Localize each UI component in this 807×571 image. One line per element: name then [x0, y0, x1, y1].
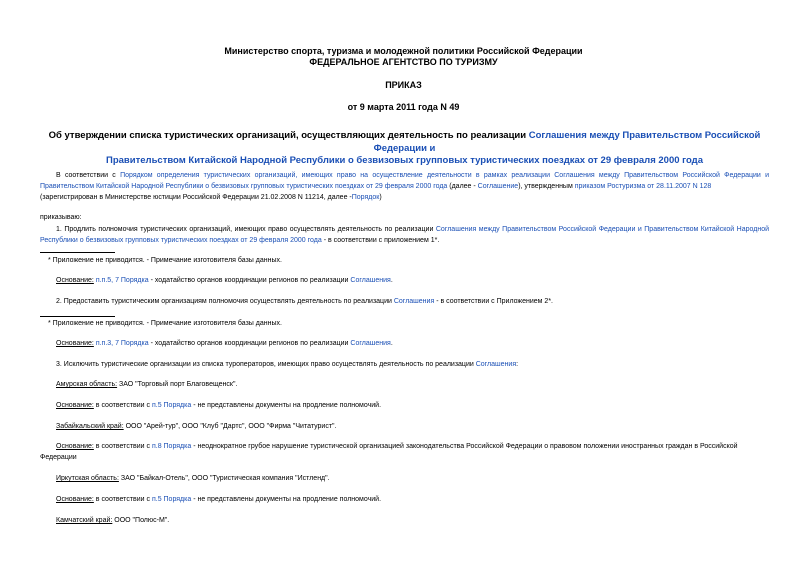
- region-label: Камчатский край:: [56, 517, 113, 524]
- link-poryadok[interactable]: Порядок: [351, 194, 380, 201]
- basis-label: Основание:: [56, 402, 94, 409]
- link-p5[interactable]: п.5 Порядка: [151, 496, 192, 503]
- link-pp-5-7[interactable]: п.п.5, 7 Порядка: [95, 277, 149, 284]
- region-zabaikalsky: [40, 421, 769, 432]
- document-title: [40, 130, 769, 168]
- doc-type: ПРИКАЗ: [385, 80, 422, 90]
- title-link-agreement[interactable]: Соглашения между Правительством Российской Федерации и: [373, 130, 761, 154]
- item-2-text: - в соответствии с Приложением 2*.: [434, 298, 553, 305]
- basis-label: Основание:: [56, 496, 94, 503]
- region-label: Иркутская область:: [56, 475, 119, 482]
- basis-2: [40, 338, 769, 349]
- agency-name: ФЕДЕРАЛЬНОЕ АГЕНТСТВО ПО ТУРИЗМУ: [309, 57, 498, 67]
- basis-label: Основание:: [56, 340, 94, 347]
- footnote-2: * Приложение не приводится. - Примечание изготовителя базы данных.: [48, 320, 282, 327]
- link-agreement[interactable]: Соглашения между Правительством Российской Федерации и Правительством Китайской: [435, 226, 735, 233]
- title-link-agreement-cont[interactable]: Правительством Китайской Народной Республики о безвизовых групповых туристических поездках от 29 февраля 2000 года: [106, 155, 703, 166]
- basis-text: .: [390, 277, 393, 284]
- intro-paragraph: [40, 170, 769, 203]
- region-label: Забайкальский край:: [56, 423, 124, 430]
- basis-label: Основание:: [56, 443, 94, 450]
- link-p8[interactable]: п.8 Порядка: [151, 443, 192, 450]
- link-agreement[interactable]: Соглашения: [350, 340, 391, 347]
- item-3: [40, 359, 769, 370]
- region-label: Амурская область:: [56, 381, 118, 388]
- basis-text: в соответствии с: [93, 443, 152, 450]
- basis-label: Основание:: [56, 277, 94, 284]
- item-1-text: 1. Продлить полномочия туристических организаций, имеющих право осуществлять деятельность по реализации: [56, 226, 436, 233]
- intro-text: (зарегистрирован в Министерстве юстиции Российской Федерации 21.02.2008 N 11214, далее -: [40, 194, 352, 201]
- footnote-divider: [40, 316, 115, 317]
- order-word: приказываю:: [40, 214, 82, 221]
- intro-text: ), утвержденным: [518, 183, 575, 190]
- basis-text: - ходатайство органов координации регионов по реализации: [148, 340, 351, 347]
- link-agreement[interactable]: Соглашения: [393, 298, 435, 305]
- link-order-128[interactable]: приказом Ростуризма от 28.11.2007 N 128: [574, 183, 712, 190]
- item-2: [40, 296, 769, 307]
- link-procedure[interactable]: Порядком определения туристических организаций, имеющих право на осуществление деятельности в рамках реализации Соглашения между Правительством Российской Федерации и: [120, 172, 769, 179]
- region-orgs: ООО "Полюс-М".: [112, 517, 170, 524]
- ministry-name: Министерство спорта, туризма и молодежной политики Российской Федерации: [224, 46, 583, 56]
- basis-text: - неоднократное грубое нарушение туристической организацией законодательства Российской Федерации о правовом положении иностранных граждан в Российской: [191, 443, 738, 450]
- region-irkutsk: [40, 473, 769, 484]
- item-1-text: - в соответствии с приложением 1*.: [321, 237, 440, 244]
- region-orgs: ЗАО "Торговый порт Благовещенск".: [117, 381, 238, 388]
- region-orgs: ООО "Арей-тур", ООО "Клуб "Дартс", ООО "Фирма "Читатурист".: [123, 423, 337, 430]
- basis-text: .: [390, 340, 393, 347]
- region-kamchatka: [40, 515, 769, 526]
- region-amur: [40, 379, 769, 390]
- basis-text: Федерации: [40, 454, 77, 461]
- basis-text: в соответствии с: [93, 402, 152, 409]
- item-3-text: 3. Исключить туристические организации из списка туроператоров, имеющих право осуществлять деятельность по реализации: [56, 361, 476, 368]
- basis-text: - не представлены документы на продление полномочий.: [191, 402, 382, 409]
- basis-text: - не представлены документы на продление полномочий.: [191, 496, 382, 503]
- doc-date-number: от 9 марта 2011 года N 49: [347, 102, 460, 112]
- basis-4: [40, 441, 769, 463]
- link-agreement-cont[interactable]: Народной Республики о безвизовых групповых туристических поездках от 29 февраля 2000 года: [40, 226, 770, 244]
- region-orgs: ЗАО "Байкал-Отель", ООО "Туристическая компания "Истленд".: [118, 475, 330, 482]
- basis-1: [40, 275, 769, 286]
- item-1: [40, 224, 769, 246]
- intro-text: (далее -: [447, 183, 478, 190]
- basis-3: [40, 400, 769, 411]
- footnote-1: * Приложение не приводится. - Примечание изготовителя базы данных.: [48, 257, 282, 264]
- footnote-divider: [40, 252, 115, 253]
- item-2-text: 2. Предоставить туристическим организациям полномочия осуществлять деятельность по реализации: [56, 298, 394, 305]
- link-agreement[interactable]: Соглашение: [477, 183, 519, 190]
- link-p5[interactable]: п.5 Порядка: [151, 402, 192, 409]
- basis-5: [40, 494, 769, 505]
- link-agreement[interactable]: Соглашения: [475, 361, 517, 368]
- link-pp-3-7[interactable]: п.п.3, 7 Порядка: [95, 340, 149, 347]
- basis-text: - ходатайство органов координации регионов по реализации: [148, 277, 351, 284]
- title-prefix: Об утверждении списка туристических организаций, осуществляющих деятельность по реализации: [48, 130, 529, 141]
- intro-text: ): [379, 194, 382, 201]
- basis-text: в соответствии с: [93, 496, 152, 503]
- item-3-text: :: [516, 361, 519, 368]
- link-agreement[interactable]: Соглашения: [350, 277, 391, 284]
- link-procedure-cont[interactable]: Правительством Китайской Народной Республики о безвизовых групповых туристических поездках от 29 февраля 2000 года: [40, 183, 448, 190]
- intro-text: В соответствии с: [56, 172, 121, 179]
